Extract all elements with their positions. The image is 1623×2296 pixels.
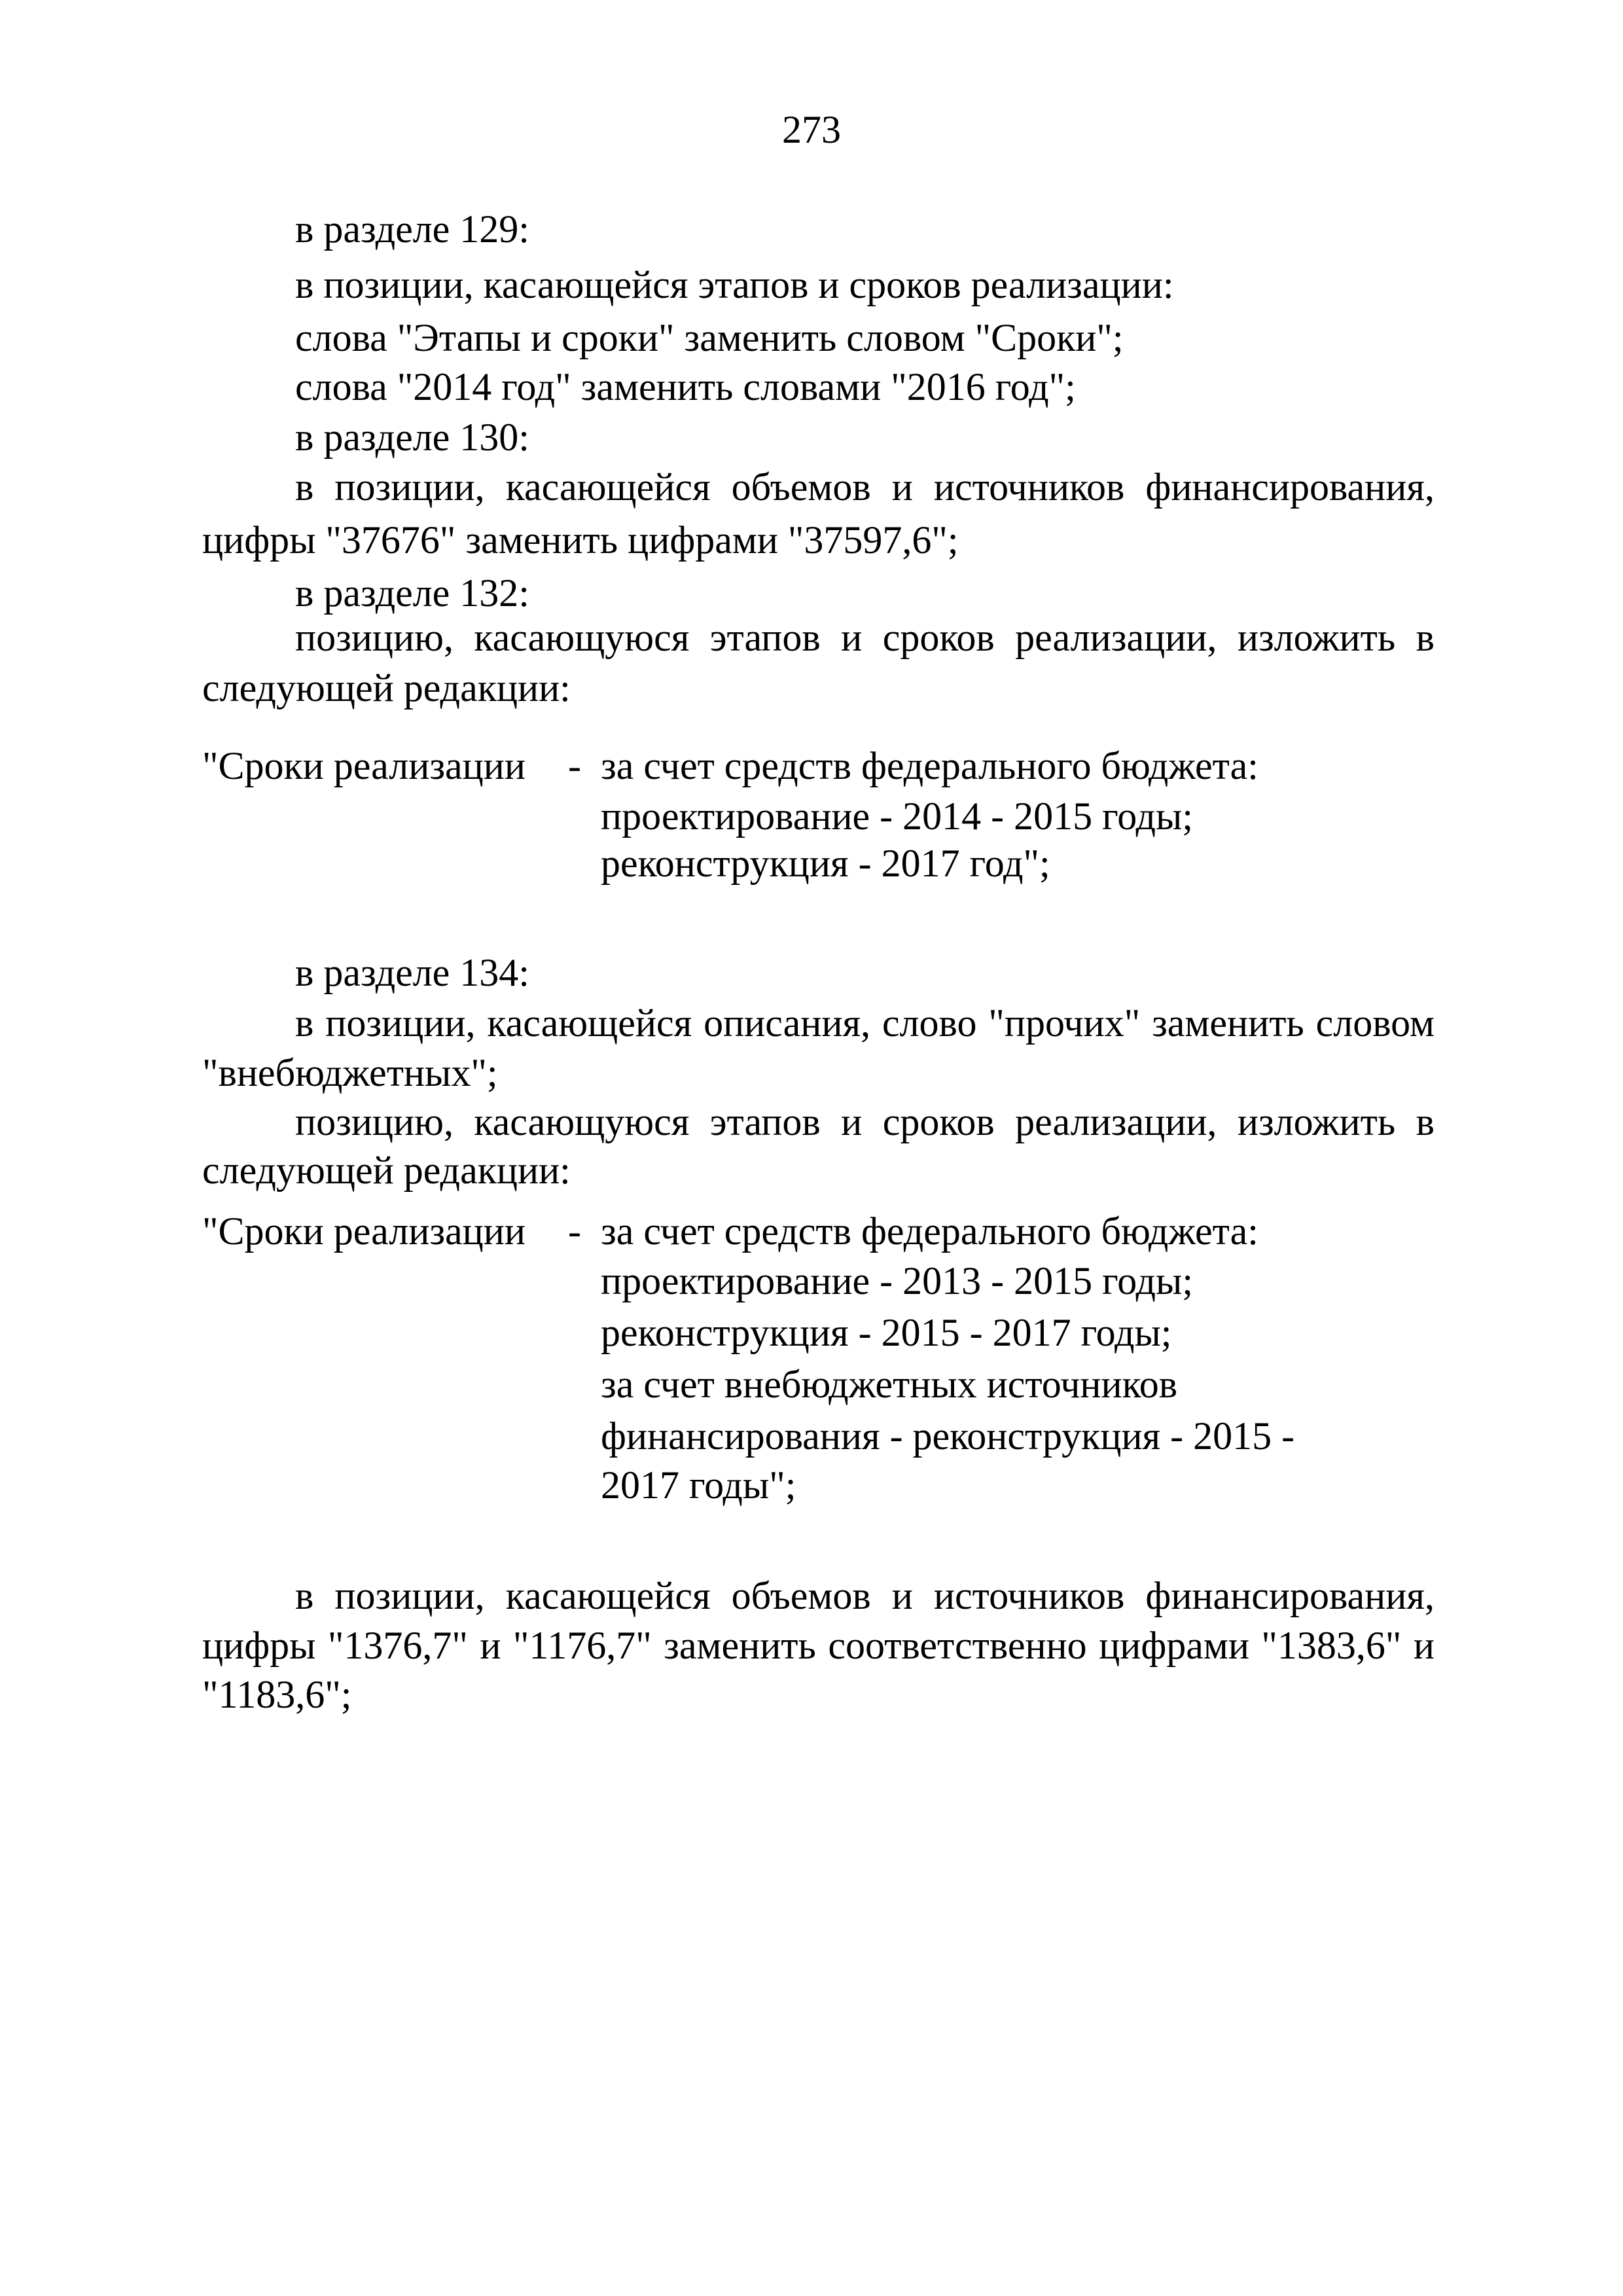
paragraph-line: в разделе 129: (295, 207, 529, 251)
block1-line: проектирование - 2014 - 2015 годы; (601, 795, 1194, 838)
page-number: 273 (782, 108, 841, 151)
block2-dash: - (568, 1210, 581, 1253)
block1-line: реконструкция - 2017 год"; (601, 842, 1050, 885)
paragraph-line: слова "2014 год" заменить словами "2016 год"; (295, 365, 1076, 408)
paragraph-line: в позиции, касающейся объемов и источников финансирования, (295, 465, 1435, 509)
paragraph-line: цифры "37676" заменить цифрами "37597,6"; (202, 518, 959, 562)
block2-line: финансирования - реконструкция - 2015 - (601, 1414, 1295, 1458)
paragraph-line: "внебюджетных"; (202, 1051, 498, 1094)
paragraph-line: в разделе 134: (295, 951, 529, 994)
block1-label: "Сроки реализации (202, 744, 526, 787)
paragraph-line: в разделе 132: (295, 571, 529, 615)
block2-line: проектирование - 2013 - 2015 годы; (601, 1259, 1194, 1302)
paragraph-line: позицию, касающуюся этапов и сроков реализации, изложить в (295, 1100, 1435, 1143)
paragraph-line: цифры "1376,7" и "1176,7" заменить соответственно цифрами "1383,6" и (202, 1624, 1435, 1667)
paragraph-line: в позиции, касающейся описания, слово "прочих" заменить словом (295, 1001, 1435, 1045)
paragraph-line: позицию, касающуюся этапов и сроков реализации, изложить в (295, 616, 1435, 659)
block2-line: за счет внебюджетных источников (601, 1363, 1178, 1406)
block2-label: "Сроки реализации (202, 1210, 526, 1253)
paragraph-line: в позиции, касающейся этапов и сроков реализации: (295, 263, 1174, 306)
paragraph-line: следующей редакции: (202, 666, 571, 709)
block2-line: 2017 годы"; (601, 1463, 796, 1507)
paragraph-line: слова "Этапы и сроки" заменить словом "Сроки"; (295, 316, 1124, 359)
block2-line: за счет средств федерального бюджета: (601, 1210, 1258, 1253)
paragraph-line: следующей редакции: (202, 1149, 571, 1192)
block2-line: реконструкция - 2015 - 2017 годы; (601, 1311, 1172, 1354)
block1-dash: - (568, 744, 581, 787)
paragraph-line: в разделе 130: (295, 416, 529, 459)
paragraph-line: "1183,6"; (202, 1673, 352, 1716)
block1-line: за счет средств федерального бюджета: (601, 744, 1258, 787)
paragraph-line: в позиции, касающейся объемов и источников финансирования, (295, 1574, 1435, 1617)
